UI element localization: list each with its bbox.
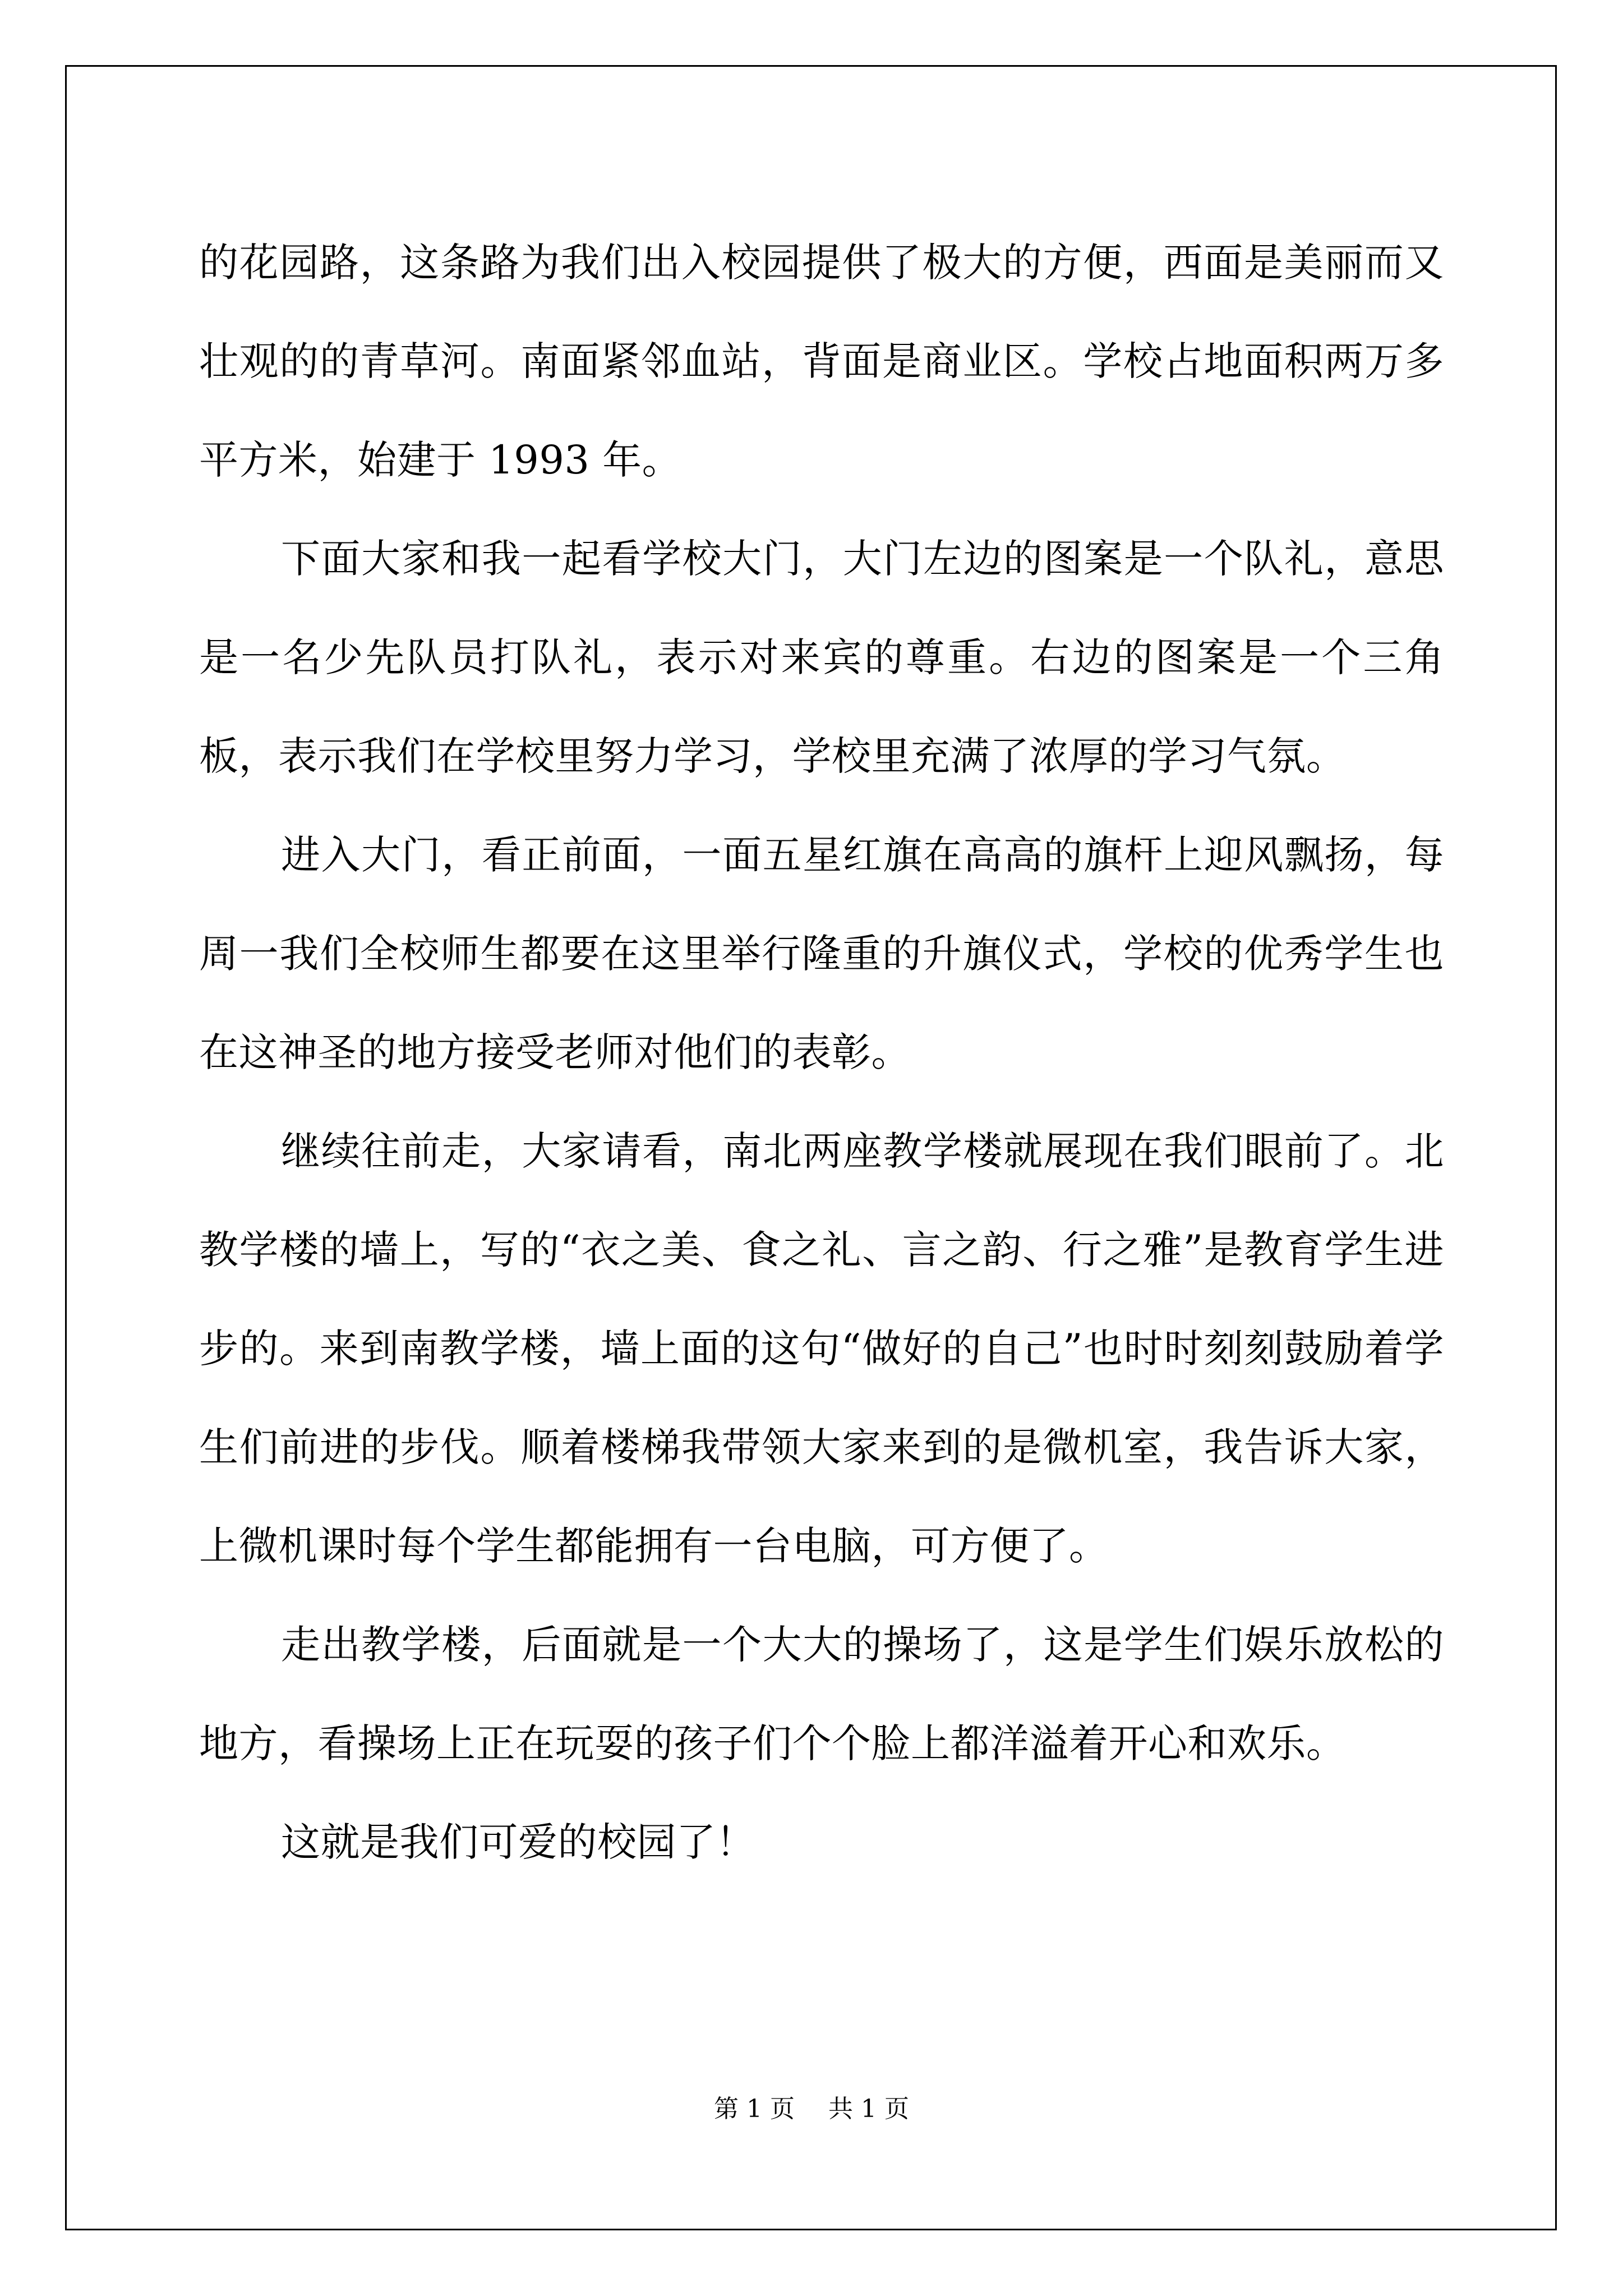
paragraph-4: 继续往前走，大家请看，南北两座教学楼就展现在我们眼前了。北教学楼的墙上，写的“衣之美、食之礼、言之韵、行之雅”是教育学生进步的。来到南教学楼，墙上面的这句“做好的自己”也时时刻刻鼓励着学生们前进的步伐。顺着楼梯我带领大家来到的是微机室，我告诉大家，上微机课时每个学生都能拥有一台电脑，可方便了。 [199,1128,1444,1569]
page-total: 共 1 页 [828,2095,909,2123]
paragraph-6: 这就是我们可爱的校园了！ [281,1819,755,1865]
paragraph-1: 的花园路，这条路为我们出入校园提供了极大的方便，西面是美丽而又壮观的的青草河。南面紧邻血站，背面是商业区。学校占地面积两万多平方米，始建于 1993 年。 [199,240,1444,483]
page-number: 第 1 页 [714,2095,795,2123]
paragraph-2: 下面大家和我一起看学校大门，大门左边的图案是一个队礼，意思是一名少先队员打队礼，表示对来宾的尊重。右边的图案是一个三角板，表示我们在学校里努力学习，学校里充满了浓厚的学习气氛。 [199,536,1444,779]
paragraph-5: 走出教学楼，后面就是一个大大的操场了，这是学生们娱乐放松的地方，看操场上正在玩耍的孩子们个个脸上都洋溢着开心和欢乐。 [199,1622,1444,1766]
page-footer [0,2092,1623,2126]
paragraph-3: 进入大门，看正前面，一面五星红旗在高高的旗杆上迎风飘扬，每周一我们全校师生都要在这里举行隆重的升旗仪式，学校的优秀学生也在这神圣的地方接受老师对他们的表彰。 [199,832,1444,1075]
document-body [199,213,1444,1892]
